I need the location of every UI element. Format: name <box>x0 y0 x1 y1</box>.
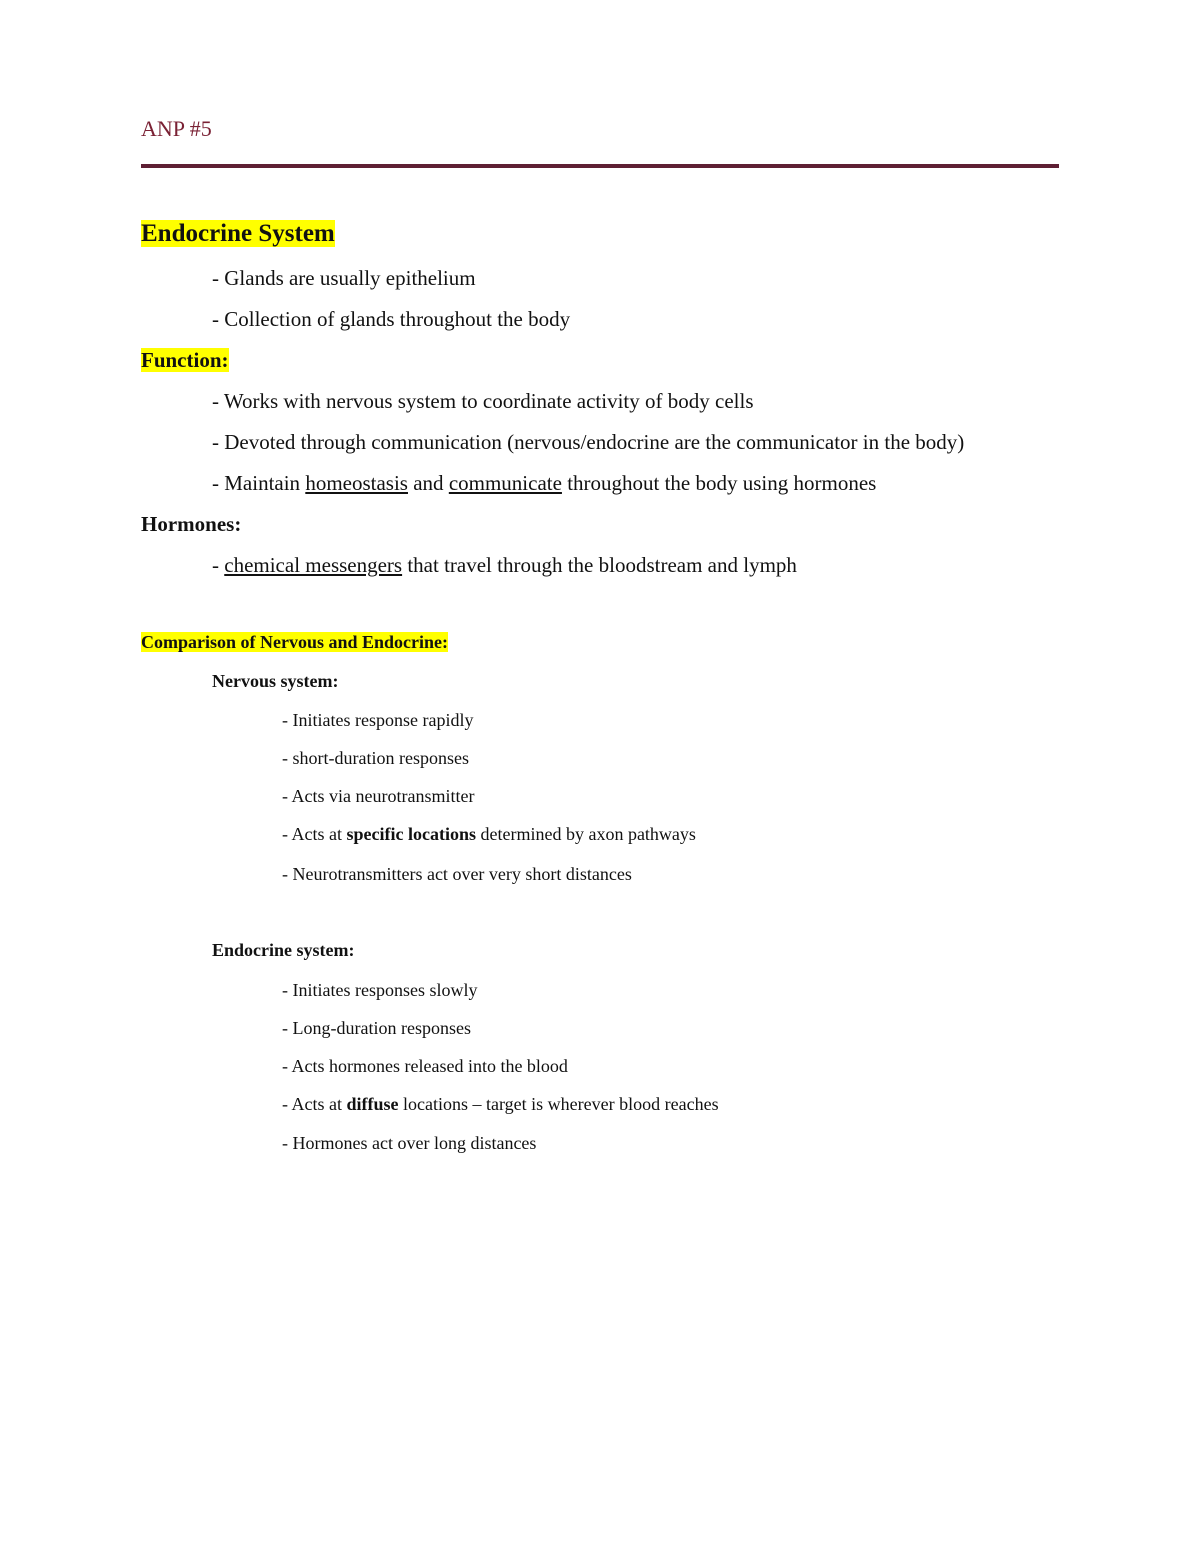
bullet-works-with-nervous: - Works with nervous system to coordinate activity of body cells <box>212 389 754 413</box>
bullet-maintain-homeostasis <box>212 471 876 496</box>
heading-function-text: Function: <box>141 348 229 372</box>
nervous-bullet-initiates: - Initiates response rapidly <box>282 710 474 730</box>
bullet-text-part: determined by axon pathways <box>475 824 696 844</box>
bullet-text-part: locations – target is wherever blood reaches <box>398 1094 719 1114</box>
bullet-text-part: - <box>212 553 225 577</box>
endocrine-bullet-long-distances: - Hormones act over long distances <box>282 1133 537 1153</box>
bullet-text-part: throughout the body using hormones <box>561 471 877 495</box>
endocrine-bullet-initiates: - Initiates responses slowly <box>282 980 478 1000</box>
endocrine-bullet-diffuse-locations <box>282 1094 719 1115</box>
bullet-text-part: that travel through the bloodstream and lymph <box>402 553 797 577</box>
bullet-collection-of-glands: - Collection of glands throughout the body <box>212 307 571 331</box>
bold-specific-locations: specific locations <box>346 824 476 844</box>
bullet-text-part: - Acts at <box>282 824 347 844</box>
bullet-devoted-communication: - Devoted through communication (nervous/endocrine are the communicator in the body) <box>212 430 965 454</box>
nervous-bullet-short-duration: - short-duration responses <box>282 748 469 768</box>
bullet-chemical-messengers <box>212 553 797 578</box>
heading-endocrine-system <box>141 220 335 248</box>
bullet-text-part: - Acts at <box>282 1094 347 1114</box>
underlined-chemical-messengers: chemical messengers <box>224 553 403 577</box>
nervous-bullet-neurotransmitter: - Acts via neurotransmitter <box>282 786 475 806</box>
bullet-text-part: - Maintain <box>212 471 306 495</box>
nervous-bullet-specific-locations <box>282 824 696 845</box>
underlined-communicate: communicate <box>448 471 562 495</box>
heading-comparison <box>141 632 448 653</box>
heading-function <box>141 348 229 373</box>
endocrine-bullet-long-duration: - Long-duration responses <box>282 1018 471 1038</box>
heading-hormones: Hormones: <box>141 512 242 536</box>
heading-endocrine-system-text: Endocrine System <box>141 220 335 247</box>
document-header-title: ANP #5 <box>141 116 212 141</box>
nervous-bullet-short-distances: - Neurotransmitters act over very short distances <box>282 864 632 884</box>
heading-comparison-text: Comparison of Nervous and Endocrine: <box>141 632 449 652</box>
bold-diffuse: diffuse <box>346 1094 399 1114</box>
bullet-glands-epithelium: - Glands are usually epithelium <box>212 266 476 290</box>
endocrine-bullet-hormones-blood: - Acts hormones released into the blood <box>282 1056 568 1076</box>
bullet-text-part: and <box>407 471 449 495</box>
heading-endocrine-system-comparison: Endocrine system: <box>212 940 355 960</box>
underlined-homeostasis: homeostasis <box>305 471 408 495</box>
header-divider <box>141 164 1059 168</box>
heading-nervous-system: Nervous system: <box>212 671 339 691</box>
